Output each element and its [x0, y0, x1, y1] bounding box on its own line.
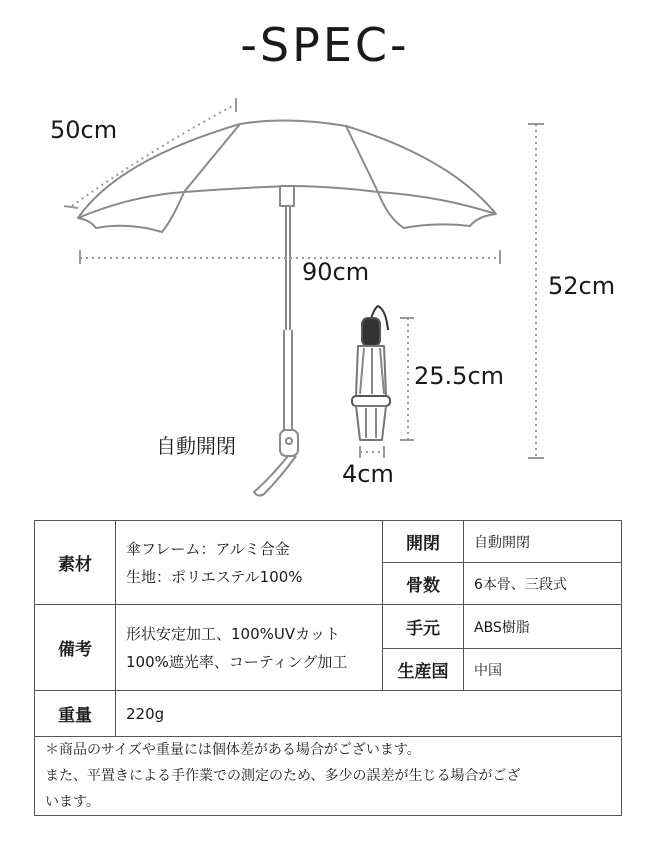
footnote: [35, 737, 622, 816]
handle-function-label: 自動開閉: [156, 434, 236, 458]
weight-header: 重量: [35, 691, 116, 737]
folded-length-label: 25.5cm: [414, 362, 505, 390]
span-length-label: 90cm: [302, 258, 370, 286]
handle-value: ABS樹脂: [464, 605, 622, 649]
footnote-line-3: います。: [45, 794, 100, 810]
footnote-line-2: また、平置きによる手作業での測定のため、多少の誤差が生じる場合がござ: [45, 768, 521, 784]
notes-header: 備考: [35, 605, 116, 691]
height-label: 52cm: [548, 272, 616, 300]
handle-header: 手元: [383, 605, 464, 649]
ribs-value: 6本骨、三段式: [464, 563, 622, 605]
folded-width-label: 4cm: [342, 460, 394, 488]
footnote-line-1: ＊商品のサイズや重量には個体差がある場合がございます。: [45, 742, 421, 758]
notes-line-2: 100%遮光率、コーティング加工: [126, 652, 348, 671]
material-value: [116, 521, 383, 605]
origin-value: 中国: [464, 649, 622, 691]
page-title: -SPEC-: [240, 18, 410, 72]
material-line-1: 傘フレーム：アルミ合金: [126, 539, 290, 558]
notes-value: [116, 605, 383, 691]
ribs-header: 骨数: [383, 563, 464, 605]
notes-line-1: 形状安定加工、100%UVカット: [126, 624, 340, 643]
rib-length-label: 50cm: [50, 116, 118, 144]
opening-value: 自動開閉: [464, 521, 622, 563]
opening-header: 開閉: [383, 521, 464, 563]
weight-value: 220g: [116, 691, 622, 737]
open-umbrella-illustration: [78, 120, 496, 495]
folded-umbrella-illustration: [352, 306, 390, 440]
material-line-2: 生地：ポリエステル100%: [126, 567, 303, 586]
origin-header: 生産国: [383, 649, 464, 691]
spec-table: [34, 520, 622, 816]
material-header: 素材: [35, 521, 116, 605]
